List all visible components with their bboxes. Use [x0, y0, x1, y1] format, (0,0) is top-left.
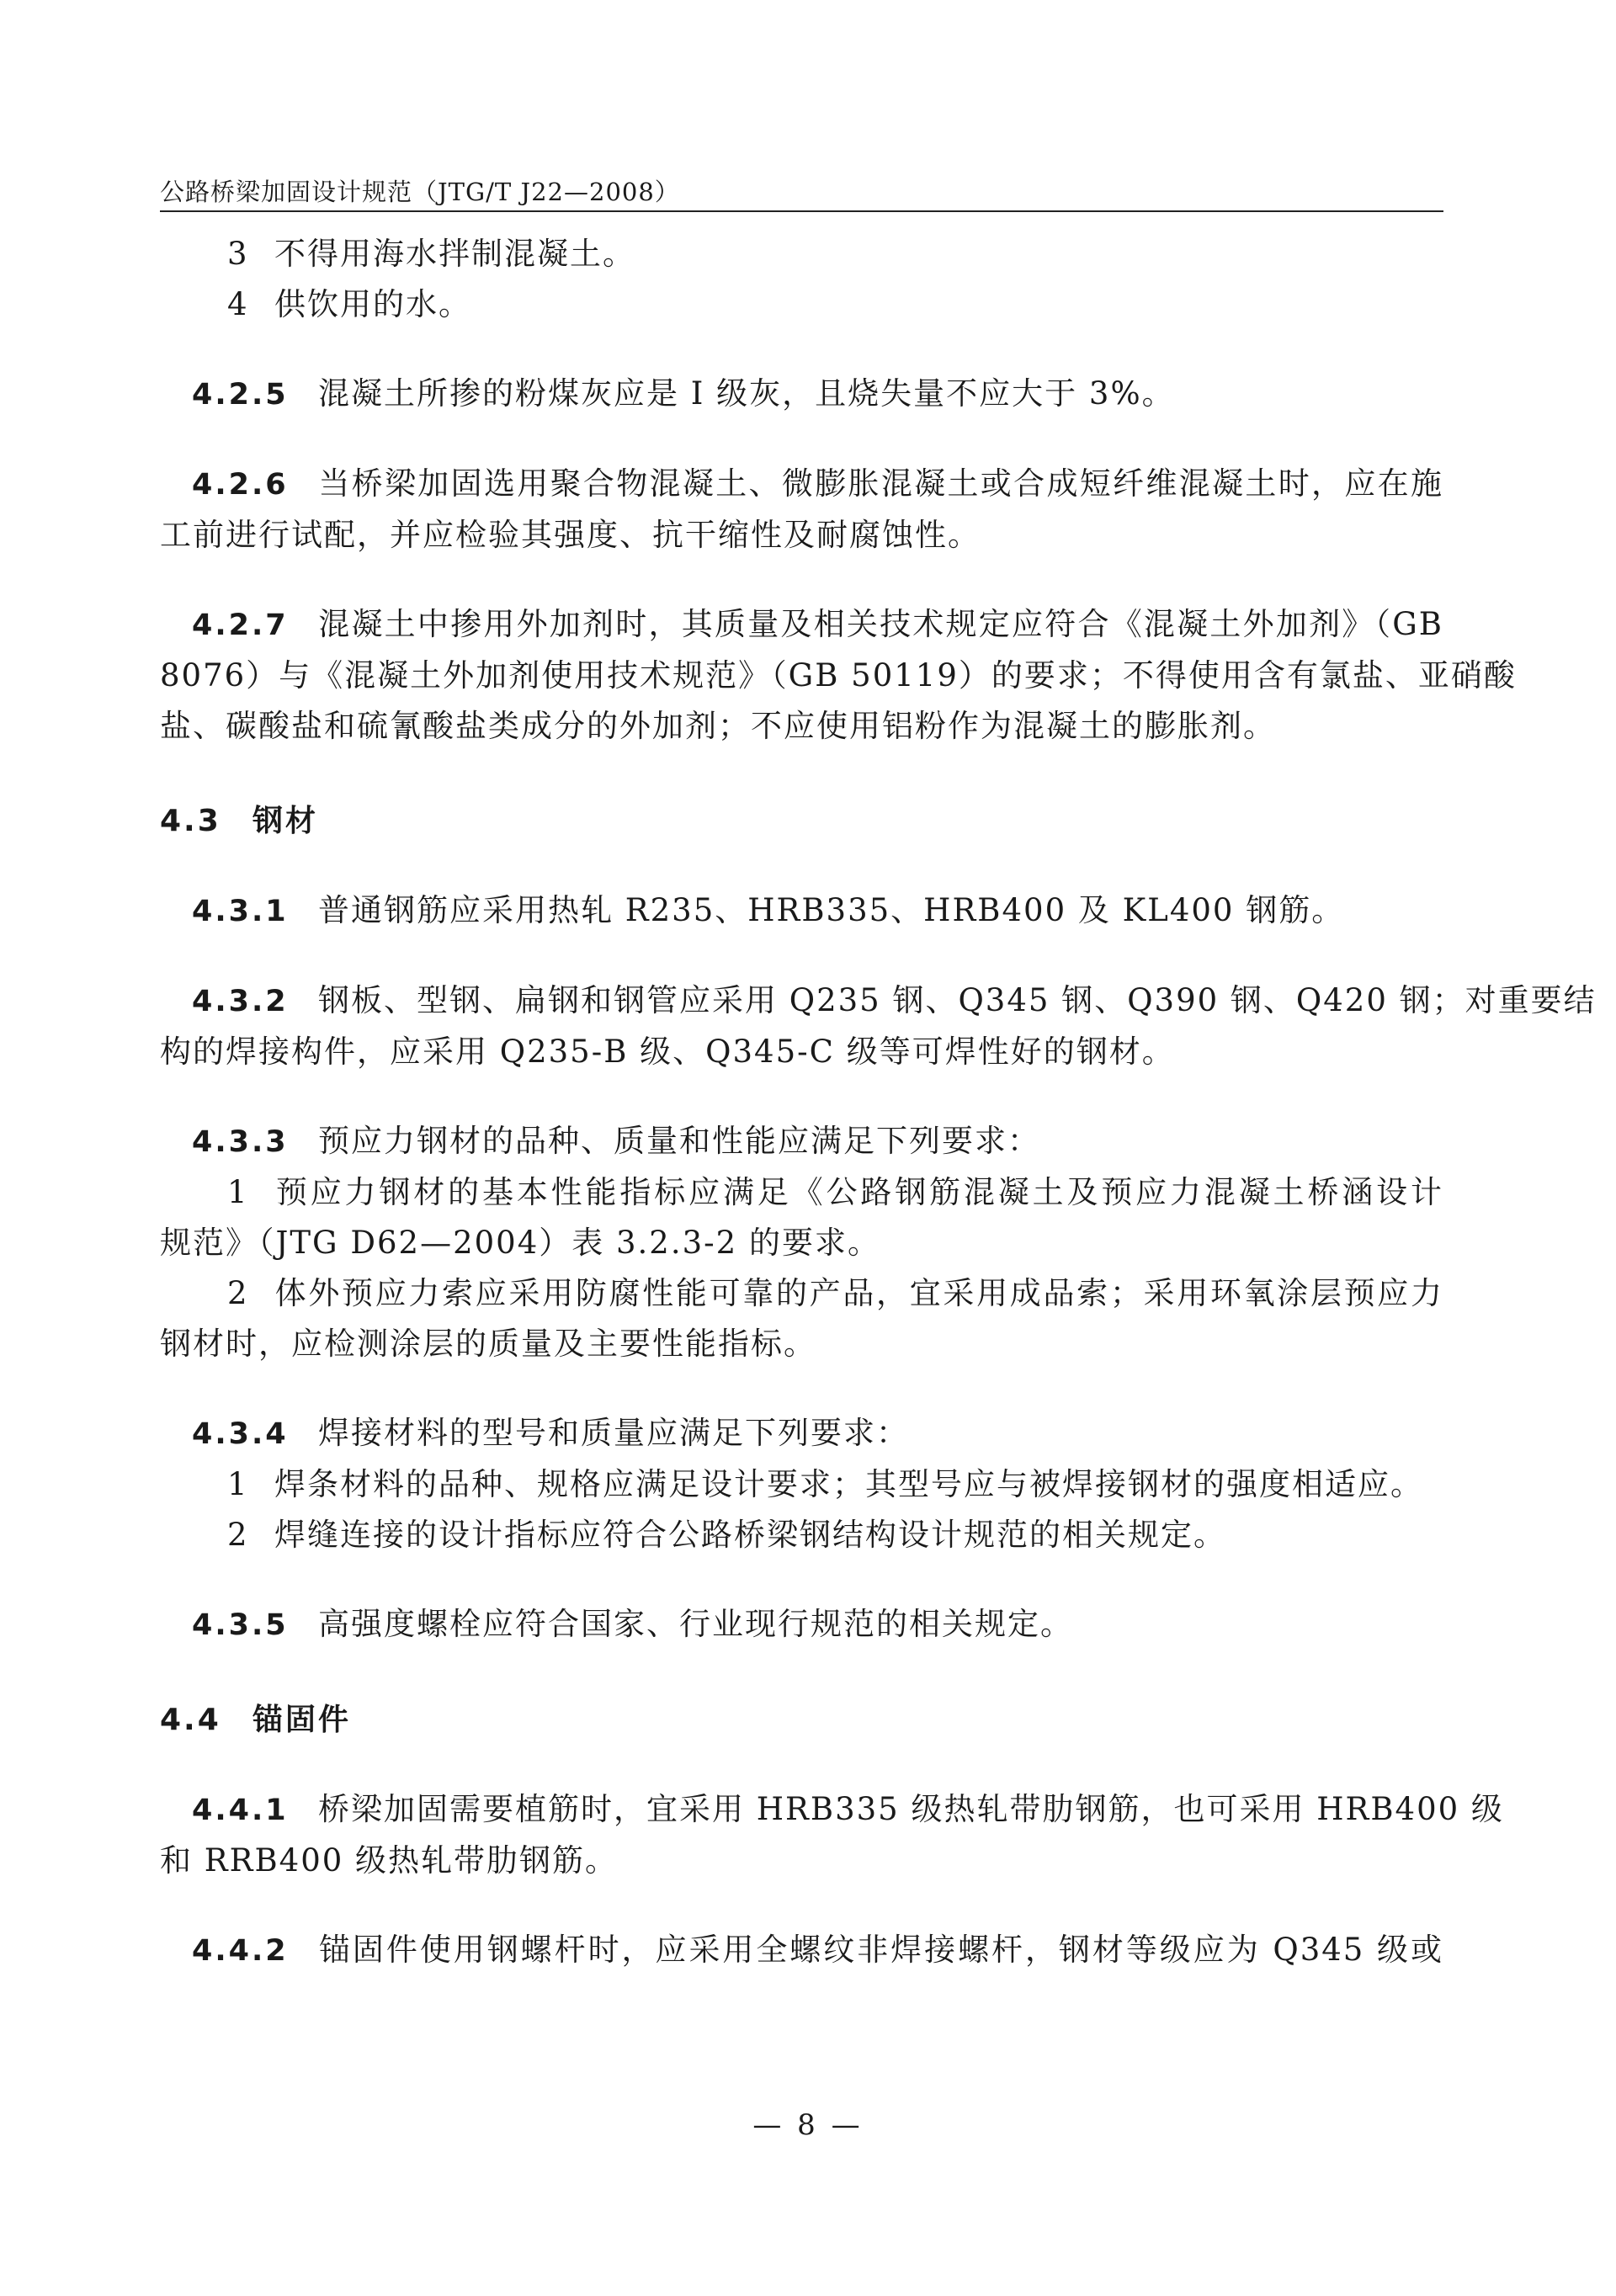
clause-4-4-2: 4.4.2 锚固件使用钢螺杆时，应采用全螺纹非焊接螺杆，钢材等级应为 Q345 级或 [192, 1932, 1443, 1968]
list-item-3: 3 不得用海水拌制混凝土。 [227, 236, 635, 272]
clause-4-3-2: 4.3.2 钢板、型钢、扁钢和钢管应采用 Q235 钢、Q345 钢、Q390 钢、Q420 钢；对重要结 [192, 982, 1597, 1018]
clause-4-3-3-item-1-cont: 规范》（JTG D62—2004）表 3.2.3-2 的要求。 [160, 1225, 880, 1261]
clause-4-3-3-item-2: 2 体外预应力索应采用防腐性能可靠的产品，宜采用成品索；采用环氧涂层预应力 [227, 1275, 1443, 1311]
clause-4-3-5: 4.3.5 高强度螺栓应符合国家、行业现行规范的相关规定。 [192, 1606, 1073, 1642]
clause-4-2-6: 4.2.6 当桥梁加固选用聚合物混凝土、微膨胀混凝土或合成短纤维混凝土时，应在施 [192, 465, 1443, 502]
clause-4-3-1: 4.3.1 普通钢筋应采用热轧 R235、HRB335、HRB400 及 KL400 钢筋。 [192, 892, 1345, 928]
clause-4-3-2-cont: 构的焊接构件，应采用 Q235-B 级、Q345-C 级等可焊性好的钢材。 [160, 1034, 1175, 1070]
page-body [160, 236, 1597, 1969]
clause-4-3-4-item-1: 1 焊条材料的品种、规格应满足设计要求；其型号应与被焊接钢材的强度相适应。 [227, 1466, 1423, 1502]
clause-4-2-7-cont-1: 8076）与《混凝土外加剂使用技术规范》（GB 50119）的要求；不得使用含有氯盐、亚硝酸 [160, 657, 1517, 694]
clause-4-3-3: 4.3.3 预应力钢材的品种、质量和性能应满足下列要求： [192, 1123, 1040, 1159]
clause-4-3-4-item-2: 2 焊缝连接的设计指标应符合公路桥梁钢结构设计规范的相关规定。 [227, 1517, 1226, 1553]
clause-4-2-5: 4.2.5 混凝土所掺的粉煤灰应是 I 级灰，且烧失量不应大于 3%。 [192, 375, 1175, 412]
header-rule [160, 210, 1443, 212]
clause-4-3-4: 4.3.4 焊接材料的型号和质量应满足下列要求： [192, 1415, 909, 1451]
list-item-4: 4 供饮用的水。 [227, 286, 471, 322]
clause-4-2-6-cont: 工前进行试配，并应检验其强度、抗干缩性及耐腐蚀性。 [160, 517, 981, 553]
clause-4-3-3-item-2-cont: 钢材时，应检测涂层的质量及主要性能指标。 [160, 1326, 816, 1362]
clause-4-2-7-cont-2: 盐、碳酸盐和硫氰酸盐类成分的外加剂；不应使用铝粉作为混凝土的膨胀剂。 [160, 708, 1276, 744]
section-4-3-heading: 4.3 钢材 [160, 804, 319, 838]
clause-4-4-1-cont: 和 RRB400 级热轧带肋钢筋。 [160, 1842, 619, 1879]
running-header: 公路桥梁加固设计规范（JTG/T J22—2008） [160, 178, 680, 206]
section-4-4-heading: 4.4 锚固件 [160, 1703, 352, 1737]
clause-4-2-7: 4.2.7 混凝土中掺用外加剂时，其质量及相关技术规定应符合《混凝土外加剂》（GB [192, 606, 1443, 642]
clause-4-3-3-item-1: 1 预应力钢材的基本性能指标应满足《公路钢筋混凝土及预应力混凝土桥涵设计 [227, 1174, 1443, 1210]
clause-4-4-1: 4.4.1 桥梁加固需要植筋时，宜采用 HRB335 级热轧带肋钢筋，也可采用 HRB400 级 [192, 1791, 1504, 1827]
page-number: — 8 — [752, 2108, 864, 2142]
